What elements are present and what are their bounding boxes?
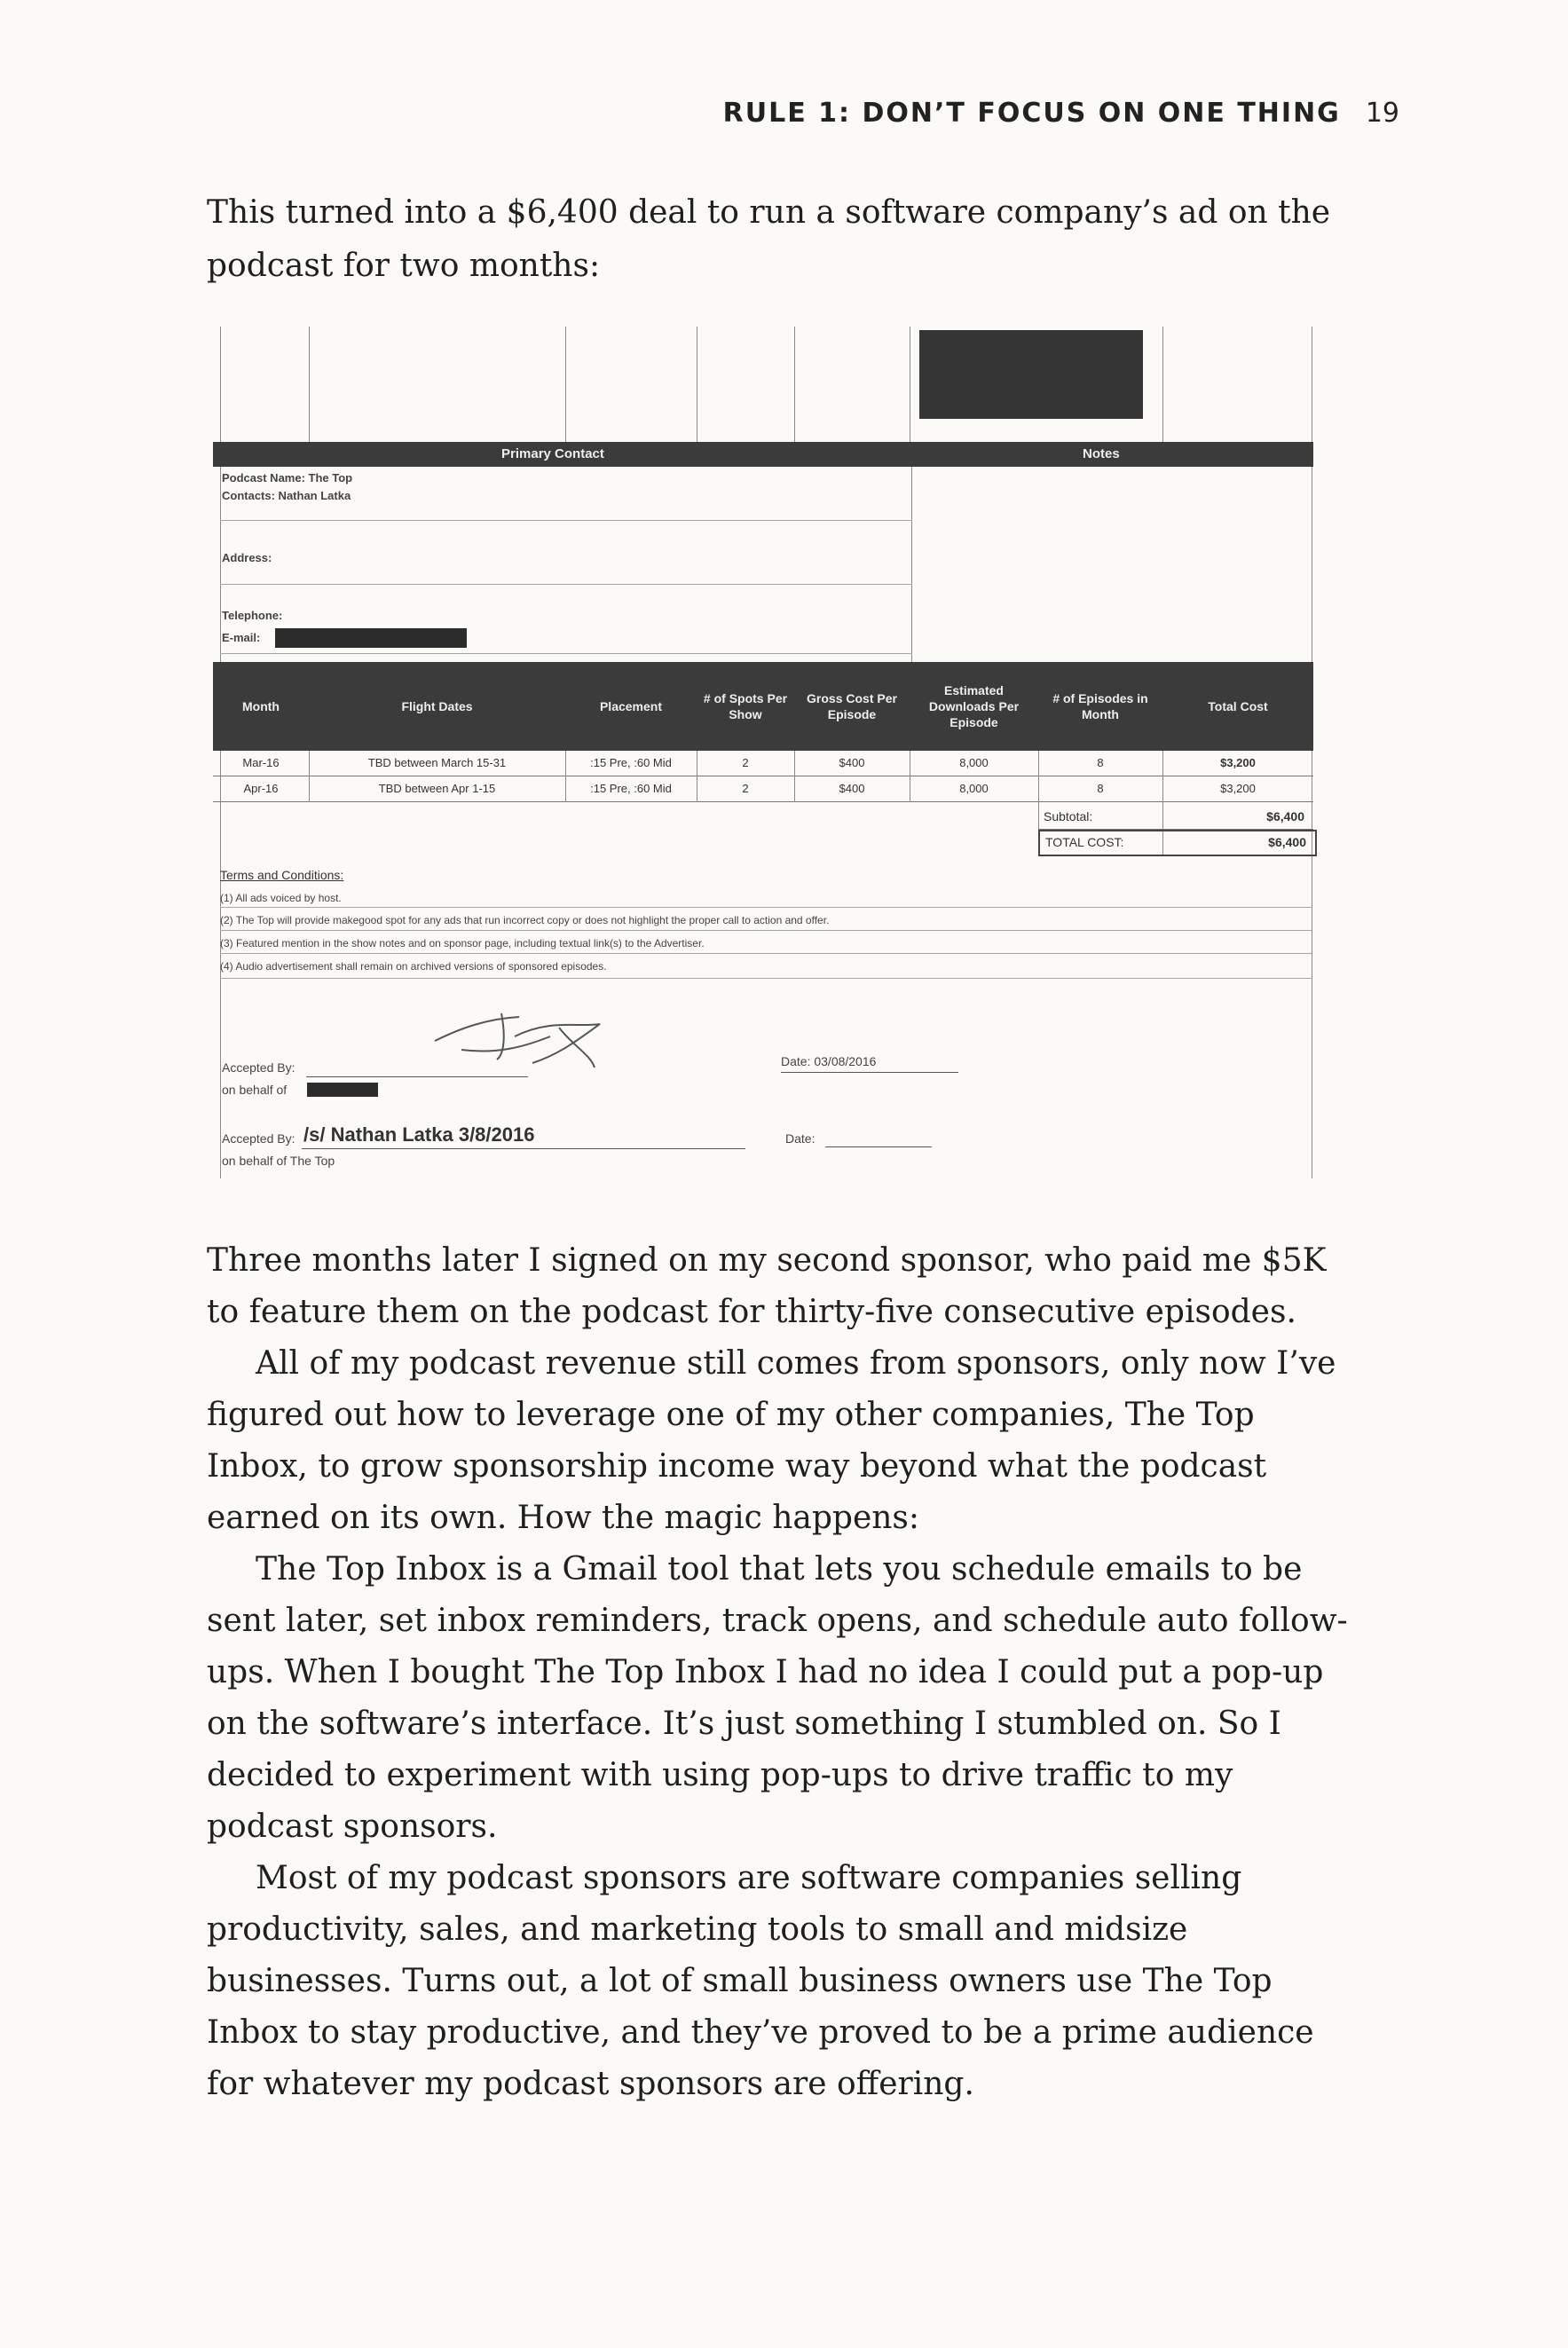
signature-line	[825, 1146, 932, 1147]
running-title: RULE 1: DON’T FOCUS ON ONE THING	[722, 98, 1341, 129]
grid-line	[309, 751, 310, 802]
insertion-order-scan	[213, 327, 1313, 1178]
notes-label: Notes	[1083, 446, 1120, 461]
header-cell: Gross Cost Per Episode	[807, 691, 897, 721]
signature-line	[306, 1076, 528, 1077]
table-header	[213, 662, 1313, 751]
signature-line	[781, 1072, 958, 1073]
cell: $400	[839, 782, 865, 795]
cell: Apr-16	[243, 782, 279, 795]
cell: $3,200	[1220, 756, 1256, 769]
subtotal-row	[1038, 806, 1313, 830]
cell: TBD between Apr 1-15	[378, 782, 496, 795]
telephone: Telephone:	[222, 609, 283, 622]
cell: 8	[1097, 782, 1104, 795]
grid-line	[565, 327, 566, 442]
running-head	[723, 98, 1399, 129]
total-label: TOTAL COST:	[1045, 835, 1124, 849]
grid-line	[220, 907, 1312, 908]
grid-line	[794, 327, 795, 442]
header-cell: Flight Dates	[401, 699, 473, 713]
cell: :15 Pre, :60 Mid	[590, 756, 672, 769]
header-cell: Estimated Downloads Per Episode	[928, 683, 1020, 729]
cell: $400	[839, 756, 865, 769]
cell: 2	[742, 756, 749, 769]
signature-line	[302, 1148, 745, 1149]
paragraph: Three months later I signed on my second sponsor, who paid me $5K to feature them on the podcast for thirty-five consecutive episodes.	[207, 1242, 1327, 1330]
podcast-name: Podcast Name: The Top	[222, 471, 353, 485]
grid-line	[911, 467, 912, 662]
typed-signature: /s/ Nathan Latka 3/8/2016	[303, 1123, 535, 1146]
on-behalf-label: on behalf of The Top	[222, 1154, 335, 1168]
date-2: Date:	[785, 1131, 816, 1146]
cell: 8,000	[959, 782, 989, 795]
header-cell: Placement	[599, 699, 663, 713]
grid-line	[794, 751, 795, 802]
contact-band	[213, 442, 1313, 467]
on-behalf-label: on behalf of	[222, 1083, 288, 1097]
grid-line	[220, 953, 1312, 954]
cell: :15 Pre, :60 Mid	[590, 782, 672, 795]
table-row	[213, 751, 1313, 776]
accepted-by-label: Accepted By:	[222, 1060, 295, 1075]
term-item: (3) Featured mention in the show notes and on sponsor page, including textual link(s) to the Advertiser.	[220, 937, 705, 949]
email: E-mail:	[222, 631, 261, 644]
grid-line	[565, 751, 566, 802]
total-row	[1038, 830, 1317, 856]
cell: TBD between March 15-31	[367, 756, 507, 769]
accepted-by-label: Accepted By:	[222, 1131, 295, 1146]
grid-line	[220, 653, 912, 654]
total-value: $6,400	[1268, 835, 1306, 849]
redaction-block	[275, 628, 467, 648]
grid-line	[1162, 327, 1163, 442]
subtotal-label: Subtotal:	[1044, 809, 1093, 823]
cell: 8,000	[959, 756, 989, 769]
redaction-block	[919, 330, 1143, 419]
table-row	[213, 776, 1313, 802]
primary-contact-label: Primary Contact	[501, 446, 604, 461]
cell: $3,200	[1220, 782, 1256, 795]
paragraph: All of my podcast revenue still comes from sponsors, only now I’ve figured out how to leverage one of my other companies, The Top Inbox, to grow sponsorship income way beyond what the podcast earned on its own. How the magic happens:	[207, 1345, 1336, 1536]
term-item: (1) All ads voiced by host.	[220, 892, 342, 904]
subtotal-value: $6,400	[1266, 809, 1304, 823]
contacts: Contacts: Nathan Latka	[222, 489, 351, 502]
term-item: (2) The Top will provide makegood spot for any ads that run incorrect copy or does not highlight the proper call to action and offer.	[220, 914, 830, 926]
header-cell: Month	[242, 699, 280, 713]
signature-scribble	[426, 1001, 612, 1072]
date-1: Date: 03/08/2016	[781, 1054, 877, 1068]
term-item: (4) Audio advertisement shall remain on archived versions of sponsored episodes.	[220, 960, 607, 973]
intro-paragraph: This turned into a $6,400 deal to run a software company’s ad on the podcast for two months:	[207, 194, 1331, 284]
header-cell: # of Episodes in Month	[1052, 691, 1148, 721]
body-text	[207, 1235, 1351, 2110]
redaction-block	[307, 1083, 378, 1097]
address: Address:	[222, 551, 272, 564]
paragraph: Most of my podcast sponsors are software companies selling productivity, sales, and marketing tools to small and midsize businesses. Turns out, a lot of small business owners use The Top Inbox to stay productive, and they’ve proved to be a prime audience for whatever my podcast sponsors are offering.	[207, 1860, 1314, 2102]
cell: 8	[1097, 756, 1104, 769]
grid-line	[220, 520, 912, 521]
grid-line	[220, 584, 912, 585]
header-cell: # of Spots Per Show	[703, 691, 788, 721]
header-cell: Total Cost	[1208, 699, 1268, 713]
cell: Mar-16	[242, 756, 280, 769]
terms-title: Terms and Conditions:	[220, 868, 344, 882]
cell: 2	[742, 782, 749, 795]
grid-line	[220, 978, 1312, 979]
page-number: 19	[1365, 98, 1399, 129]
grid-line	[309, 327, 310, 442]
grid-line	[220, 930, 1312, 931]
paragraph: The Top Inbox is a Gmail tool that lets you schedule emails to be sent later, set inbox reminders, track opens, and schedule auto follow-ups. When I bought The Top Inbox I had no idea I could put a pop-up on the software’s interface. It’s just something I stumbled on. So I decided to experiment with using pop-ups to drive traffic to my podcast sponsors.	[207, 1551, 1348, 1845]
